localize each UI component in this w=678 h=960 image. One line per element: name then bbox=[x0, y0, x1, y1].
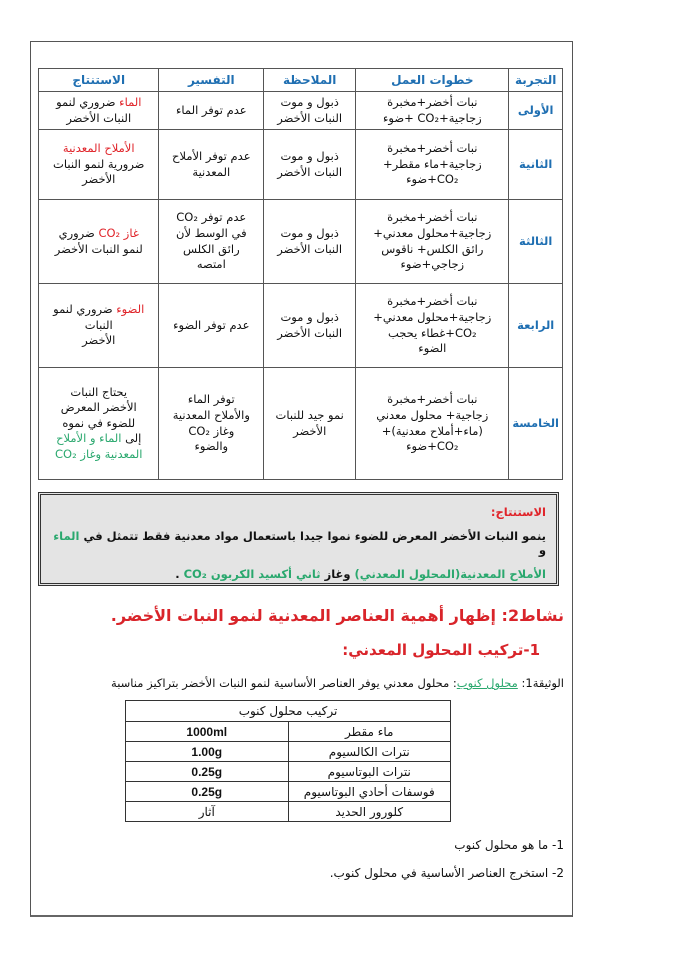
explanation-cell bbox=[159, 368, 264, 480]
component-amount: آثار bbox=[126, 802, 289, 822]
cell-line bbox=[42, 431, 155, 447]
observation-cell bbox=[264, 200, 356, 284]
cell-line: نبات أخضر+مخبرة bbox=[387, 210, 478, 225]
conclusion-cell bbox=[39, 200, 159, 284]
cell-line: نمو جيد للنبات bbox=[275, 407, 344, 422]
question-1: 1- ما هو محلول كنوب bbox=[454, 838, 564, 852]
cell-line: الأخضر bbox=[82, 333, 116, 348]
explanation-cell bbox=[159, 200, 264, 284]
component-amount: 0.25g bbox=[126, 782, 289, 802]
composition-row bbox=[126, 722, 451, 742]
cell-line: نبات أخضر+مخبرة bbox=[387, 392, 478, 407]
header-conclusion: الاستنتاج bbox=[39, 69, 159, 92]
cell-line: (ماء+أملاح معدنية)+ bbox=[381, 423, 483, 438]
conclusion-cell bbox=[39, 130, 159, 200]
cell-line: زجاجية+محلول معدني+ bbox=[373, 309, 492, 324]
experiment-name: الثالثة bbox=[509, 200, 563, 284]
cell-line: عدم توفر الضوء bbox=[173, 317, 250, 332]
document-text: : محلول معدني يوفر العناصر الأساسية لنمو النبات الأخضر بتراكيز مناسبة bbox=[111, 676, 457, 690]
observation-cell bbox=[264, 92, 356, 130]
conclusion-co2: ثاني أكسيد الكربون CO₂ bbox=[183, 567, 321, 581]
conclusion-text: ينمو النبات الأخضر المعرض للضوء نموا جيدا باستعمال مواد معدنية فقط تتمثل في bbox=[83, 529, 546, 543]
cell-line: CO₂+غطاء يحجب bbox=[387, 325, 477, 340]
experiment-name: الرابعة bbox=[509, 284, 563, 368]
header-explanation: التفسير bbox=[159, 69, 264, 92]
cell-line: رائق الكلس bbox=[182, 241, 240, 256]
conclusion-water: الماء bbox=[53, 529, 80, 543]
cell-line: زجاجية+CO₂ +ضوء bbox=[382, 110, 482, 125]
steps-cell bbox=[356, 130, 509, 200]
cell-line: CO₂+ضوء bbox=[406, 172, 459, 187]
cell-line: توفر الماء bbox=[187, 392, 235, 407]
conclusion-title: الاستنتاج: bbox=[490, 505, 546, 519]
cell-line: زجاجي+ضوء bbox=[400, 257, 465, 272]
question-2: 2- استخرج العناصر الأساسية في محلول كنوب. bbox=[329, 866, 564, 880]
conclusion-gas: وغاز bbox=[324, 567, 351, 581]
composition-table bbox=[125, 700, 451, 822]
conclusion-highlight: الماء bbox=[119, 94, 142, 109]
conclusion-and: و bbox=[538, 543, 546, 557]
table-row bbox=[39, 200, 563, 284]
cell-line: امتصه bbox=[196, 257, 226, 272]
experiments-table bbox=[38, 68, 563, 480]
cell-line: الأخضر bbox=[82, 172, 116, 187]
cell-line: زجاجية+محلول معدني+ bbox=[373, 225, 492, 240]
cell-line: نبات أخضر+مخبرة bbox=[387, 141, 478, 156]
component-amount: 1.00g bbox=[126, 742, 289, 762]
conclusion-salts: الأملاح المعدنية(المحلول المعدني) bbox=[354, 567, 546, 581]
cell-line: نبات أخضر+مخبرة bbox=[387, 294, 478, 309]
component-name: نترات الكالسيوم bbox=[288, 742, 451, 762]
conclusion-green-text: الماء و الأملاح bbox=[56, 431, 122, 446]
section-title: 1-تركيب المحلول المعدني: bbox=[342, 641, 540, 659]
cell-line: للضوء في نموه bbox=[62, 415, 136, 430]
conclusion-line-2 bbox=[51, 567, 546, 581]
component-name: كلورور الحديد bbox=[288, 802, 451, 822]
conclusion-text: ضروري bbox=[58, 225, 95, 240]
cell-line: النبات الأخضر bbox=[277, 164, 343, 179]
cell-line: النبات الأخضر bbox=[277, 110, 343, 125]
experiment-name: الثانية bbox=[509, 130, 563, 200]
cell-line: عدم توفر الأملاح bbox=[172, 148, 251, 163]
observation-cell bbox=[264, 368, 356, 480]
steps-cell bbox=[356, 284, 509, 368]
cell-line: النبات الأخضر bbox=[66, 110, 132, 125]
steps-cell bbox=[356, 92, 509, 130]
cell-line: CO₂+ضوء bbox=[406, 439, 459, 454]
explanation-cell bbox=[159, 284, 264, 368]
cell-line: والضوء bbox=[194, 439, 229, 454]
conclusion-box bbox=[38, 492, 559, 586]
cell-line: يحتاج النبات bbox=[70, 384, 128, 399]
document-label: الوثيقة1: bbox=[521, 676, 564, 690]
cell-line: المعدنية bbox=[192, 164, 231, 179]
cell-line bbox=[42, 447, 155, 463]
cell-line: ذبول و موت bbox=[280, 148, 339, 163]
cell-line bbox=[42, 141, 155, 157]
experiment-name: الأولى bbox=[509, 92, 563, 130]
cell-line: زجاجية+ماء مقطر+ bbox=[382, 156, 482, 171]
cell-line: عدم توفر الماء bbox=[176, 102, 247, 117]
steps-cell bbox=[356, 368, 509, 480]
cell-line: ذبول و موت bbox=[280, 225, 339, 240]
document-description bbox=[111, 676, 564, 690]
table-row bbox=[39, 92, 563, 130]
composition-row bbox=[126, 802, 451, 822]
steps-cell bbox=[356, 200, 509, 284]
conclusion-highlight: غاز CO₂ bbox=[98, 225, 139, 240]
cell-line: رائق الكلس+ ناقوس bbox=[381, 241, 484, 256]
cell-line: والأملاح المعدنية bbox=[172, 407, 250, 422]
conclusion-highlight: الأملاح المعدنية bbox=[62, 141, 135, 156]
cell-line: الأخضر المعرض bbox=[60, 400, 137, 415]
observation-cell bbox=[264, 130, 356, 200]
table-row bbox=[39, 368, 563, 480]
cell-line: الضوء bbox=[418, 341, 447, 356]
margin-divider bbox=[572, 41, 573, 917]
cell-line: وغاز CO₂ bbox=[188, 423, 235, 438]
conclusion-cell bbox=[39, 368, 159, 480]
cell-line: النبات الأخضر bbox=[277, 241, 343, 256]
cell-line bbox=[42, 302, 155, 318]
header-observation: الملاحظة bbox=[264, 69, 356, 92]
composition-row bbox=[126, 782, 451, 802]
table-row bbox=[39, 130, 563, 200]
explanation-cell bbox=[159, 130, 264, 200]
conclusion-line-1 bbox=[51, 529, 546, 557]
cell-line: النبات الأخضر bbox=[277, 325, 343, 340]
cell-line bbox=[42, 95, 155, 111]
conclusion-highlight: الضوء bbox=[116, 302, 145, 317]
cell-line: عدم توفر CO₂ bbox=[176, 210, 247, 225]
conclusion-prefix: إلى bbox=[125, 431, 142, 446]
header-experiment: التجربة bbox=[509, 69, 563, 92]
cell-line: الأخضر bbox=[293, 423, 327, 438]
cell-line: زجاجية+ محلول معدني bbox=[376, 407, 489, 422]
explanation-cell bbox=[159, 92, 264, 130]
composition-row bbox=[126, 742, 451, 762]
cell-line: في الوسط لأن bbox=[176, 225, 247, 240]
activity-title: نشاط2: إظهار أهمية العناصر المعدنية لنمو النبات الأخضر. bbox=[110, 606, 564, 625]
cell-line: نبات أخضر+مخبرة bbox=[387, 94, 478, 109]
conclusion-cell bbox=[39, 284, 159, 368]
component-amount: 0.25g bbox=[126, 762, 289, 782]
composition-row bbox=[126, 762, 451, 782]
conclusion-text: ضروري لنمو bbox=[53, 302, 113, 317]
cell-line bbox=[42, 157, 155, 173]
header-steps: خطوات العمل bbox=[356, 69, 509, 92]
component-name: ماء مقطر bbox=[288, 722, 451, 742]
cell-line: لنمو النبات الأخضر bbox=[54, 241, 143, 256]
table-header-row bbox=[39, 69, 563, 92]
observation-cell bbox=[264, 284, 356, 368]
cell-line: النبات bbox=[84, 317, 113, 332]
conclusion-cell bbox=[39, 92, 159, 130]
conclusion-text: ضرورية لنمو النبات bbox=[53, 156, 145, 171]
conclusion-green-text: المعدنية وغاز CO₂ bbox=[55, 446, 143, 461]
cell-line: ذبول و موت bbox=[280, 94, 339, 109]
conclusion-period: . bbox=[175, 567, 180, 581]
table-row bbox=[39, 284, 563, 368]
cell-line: ذبول و موت bbox=[280, 309, 339, 324]
component-name: نترات البوتاسيوم bbox=[288, 762, 451, 782]
component-amount: 1000ml bbox=[126, 722, 289, 742]
document-link[interactable]: محلول كنوب bbox=[456, 676, 518, 690]
experiment-name: الخامسة bbox=[509, 368, 563, 480]
composition-title: تركيب محلول كنوب bbox=[126, 701, 451, 722]
conclusion-text: ضروري لنمو bbox=[56, 94, 116, 109]
component-name: فوسفات أحادي البوتاسيوم bbox=[288, 782, 451, 802]
cell-line bbox=[42, 226, 155, 242]
